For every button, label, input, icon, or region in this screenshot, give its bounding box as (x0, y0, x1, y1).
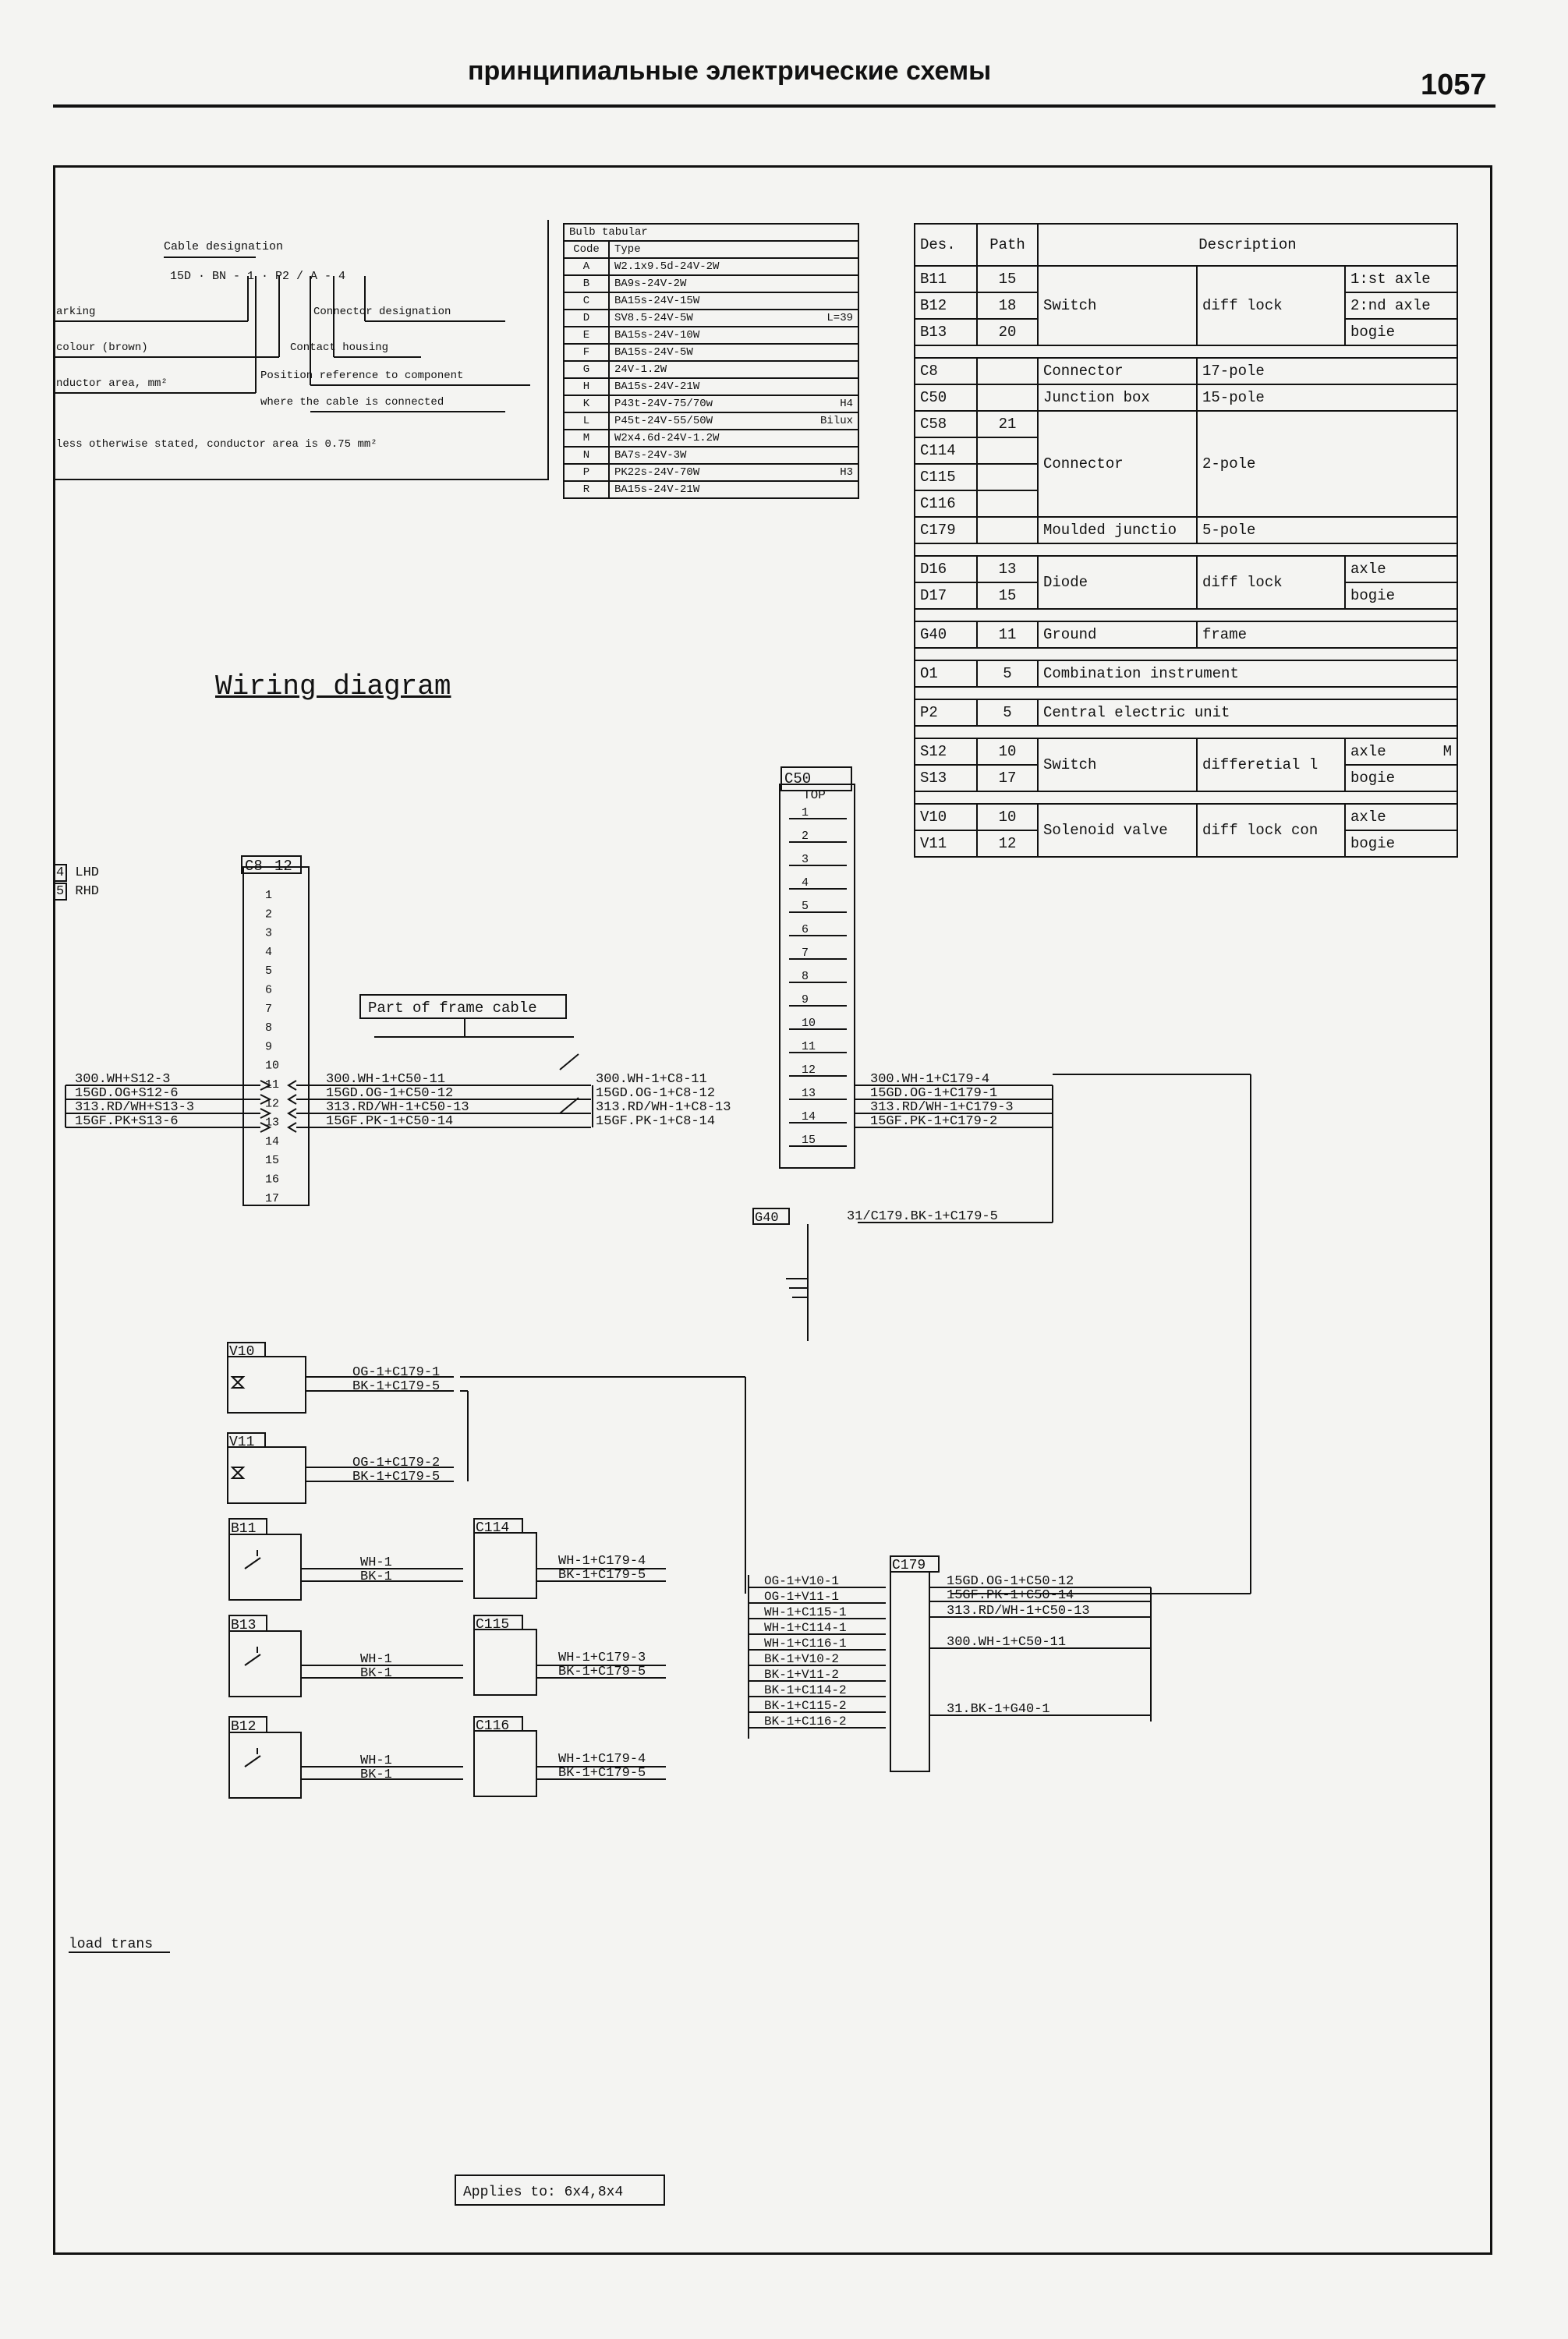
path-d17: 15 (977, 582, 1038, 609)
c50-pin: 9 (802, 993, 809, 1007)
c50-pin: 12 (802, 1063, 816, 1077)
bulb-type: SV8.5-24V-5W L=39 (609, 310, 858, 327)
path-b12: 18 (977, 292, 1038, 319)
b11-switch-blade (245, 1558, 260, 1569)
bulb-code: G (564, 361, 609, 378)
wire-c50-in-label: 313.RD/WH-1+C8-13 (596, 1100, 731, 1115)
c8-pin: 17 (265, 1191, 280, 1205)
v11-wire2: BK-1+C179-5 (352, 1470, 441, 1484)
des-c179: C179 (915, 517, 977, 543)
b12-wire1-label: WH-1 (360, 1753, 392, 1768)
desc-s-bogie: bogie (1345, 765, 1457, 791)
wire-c50-out-label: 15GF.PK-1+C179-2 (870, 1114, 998, 1129)
desc-c50-item: Junction box (1038, 384, 1197, 411)
des-b12: B12 (915, 292, 977, 319)
bulb-code: A (564, 258, 609, 275)
cable-label-housing: Contact housing (290, 341, 389, 354)
c50-top-label: TOP (803, 788, 826, 802)
bulb-code: N (564, 447, 609, 464)
c179-out-label: 313.RD/WH-1+C50-13 (947, 1604, 1090, 1619)
description-header: Description (1038, 224, 1457, 266)
connector-arrow (288, 1123, 296, 1132)
path-b13: 20 (977, 319, 1038, 345)
desc-s-item: Switch (1038, 738, 1197, 791)
des-c8: C8 (915, 358, 977, 384)
wire-left-label: 313.RD/WH+S13-3 (75, 1100, 195, 1115)
c179-out-label: 31.BK-1+G40-1 (947, 1702, 1050, 1717)
c8-sublabel: 12 (274, 858, 292, 875)
c179-in-label: WH-1+C115-1 (764, 1605, 847, 1619)
bulb-type: BA9s-24V-2W (609, 275, 858, 292)
c50-pin: 11 (802, 1040, 816, 1053)
c8-pin: 14 (265, 1134, 280, 1148)
bulb-type: PK22s-24V-70W H3 (609, 464, 858, 481)
c50-pin: 5 (802, 900, 809, 913)
c50-pin: 10 (802, 1017, 816, 1030)
c50-pin: 13 (802, 1087, 816, 1100)
bulb-code: M (564, 430, 609, 447)
desc-d-axle: axle (1345, 556, 1457, 582)
b11-conn-label: C114 (476, 1520, 510, 1536)
c8-pin: 8 (265, 1021, 273, 1035)
c179-in-label: BK-1+C115-2 (764, 1699, 847, 1713)
c8-pin: 3 (265, 926, 273, 940)
cable-label-where: where the cable is connected (260, 396, 444, 409)
desc-v-axle: axle (1345, 804, 1457, 830)
c50-pin: 8 (802, 970, 809, 983)
bulb-type: W2x4.6d-24V-1.2W (609, 430, 858, 447)
bulb-type: BA7s-24V-3W (609, 447, 858, 464)
bulb-col-type: Type (609, 241, 858, 258)
desc-c50-spec: 15-pole (1197, 384, 1457, 411)
bulb-table-header: Bulb tabular (564, 224, 858, 241)
wire-c8-out-label: 313.RD/WH-1+C50-13 (326, 1100, 469, 1115)
des-d17: D17 (915, 582, 977, 609)
bulb-code: P (564, 464, 609, 481)
bulb-type: BA15s-24V-21W (609, 481, 858, 498)
c8-pin: 9 (265, 1040, 273, 1054)
desc-d-func: diff lock (1197, 556, 1345, 609)
b13-wire2-label: BK-1 (360, 1666, 392, 1681)
c179-in-label: BK-1+C116-2 (764, 1714, 847, 1729)
wire-c50-in-label: 15GF.PK-1+C8-14 (596, 1114, 716, 1129)
wire-c50-in-label: 15GD.OG-1+C8-12 (596, 1086, 716, 1101)
b13-switch-blade (245, 1654, 260, 1665)
path-b11: 15 (977, 266, 1038, 292)
solenoid-icon (232, 1377, 243, 1388)
bulb-code: K (564, 395, 609, 412)
desc-b-func: diff lock (1197, 266, 1345, 345)
bulb-type: P45t-24V-55/50W Bilux (609, 412, 858, 430)
b13-out1-label: WH-1+C179-3 (558, 1651, 646, 1665)
cable-legend-note: less otherwise stated, conductor area is 0.75 mm² (56, 438, 377, 451)
wire-c8-out-label: 15GF.PK-1+C50-14 (326, 1114, 454, 1129)
v10-wire1: OG-1+C179-1 (352, 1365, 441, 1380)
c8-pin: 1 (265, 889, 273, 902)
c179-in-label: WH-1+C114-1 (764, 1621, 847, 1635)
bulb-type: P43t-24V-75/70w H4 (609, 395, 858, 412)
desc-g40-item: Ground (1038, 621, 1197, 648)
connector-arrow (288, 1109, 296, 1118)
desc-p2-item: Central electric unit (1038, 699, 1457, 726)
cable-legend-example: 15D · BN - 1 · P2 / A - 4 (170, 270, 346, 283)
c179-label: C179 (892, 1558, 926, 1573)
rhd-badge: 5 RHD (53, 884, 99, 899)
b12-out1-label: WH-1+C179-4 (558, 1752, 646, 1767)
des-b11: B11 (915, 266, 977, 292)
b11-out2-label: BK-1+C179-5 (558, 1568, 646, 1583)
desc-c114-spec: 2-pole (1197, 411, 1457, 517)
desc-c179-item: Moulded junctio (1038, 517, 1197, 543)
cable-label-colour: colour (brown) (56, 341, 148, 354)
desc-v-func: diff lock con (1197, 804, 1345, 857)
path-v11: 12 (977, 830, 1038, 857)
cable-label-area: nductor area, mm² (56, 377, 168, 390)
path-p2: 5 (977, 699, 1038, 726)
page-number: 1057 (1421, 69, 1487, 101)
c8-pin: 7 (265, 1002, 273, 1016)
path-d16: 13 (977, 556, 1038, 582)
bulb-code: H (564, 378, 609, 395)
c179-in-label: BK-1+V11-2 (764, 1668, 840, 1682)
c179-in-label: OG-1+V11-1 (764, 1590, 840, 1604)
b13-label: B13 (231, 1618, 257, 1633)
c8-pin: 12 (265, 1097, 280, 1111)
des-c114: C114 (915, 437, 977, 464)
desc-c114-item: Connector (1038, 411, 1197, 517)
desc-v-item: Solenoid valve (1038, 804, 1197, 857)
des-b13: B13 (915, 319, 977, 345)
c8-pin: 11 (265, 1078, 280, 1092)
c179-block (890, 1572, 929, 1771)
b11-block (229, 1534, 301, 1600)
b12-out2-label: BK-1+C179-5 (558, 1766, 646, 1781)
v11-wire1: OG-1+C179-2 (352, 1456, 441, 1470)
cable-break (560, 1054, 579, 1070)
connector-arrow (288, 1081, 296, 1090)
desc-b-item: Switch (1038, 266, 1197, 345)
b11-wire2-label: BK-1 (360, 1569, 392, 1584)
bulb-code: C (564, 292, 609, 310)
c8-label: C8 (245, 858, 263, 875)
des-o1: O1 (915, 660, 977, 687)
path-o1: 5 (977, 660, 1038, 687)
wire-c8-out-label: 15GD.OG-1+C50-12 (326, 1086, 454, 1101)
des-c50: C50 (915, 384, 977, 411)
c50-pin: 14 (802, 1110, 816, 1123)
c50-label: C50 (784, 770, 812, 787)
c50-pin: 1 (802, 806, 809, 819)
path-s13: 17 (977, 765, 1038, 791)
bulb-code: L (564, 412, 609, 430)
path-header: Path (977, 224, 1038, 266)
bulb-code: R (564, 481, 609, 498)
b12-conn-block (474, 1731, 536, 1796)
c50-pin: 7 (802, 947, 809, 960)
c8-pin: 16 (265, 1173, 280, 1187)
wire-c50-out-label: 313.RD/WH-1+C179-3 (870, 1100, 1014, 1115)
cable-label-marking: arking (56, 306, 96, 318)
bulb-code: E (564, 327, 609, 344)
des-v11: V11 (915, 830, 977, 857)
bulb-code: F (564, 344, 609, 361)
c50-pin: 3 (802, 853, 809, 866)
desc-b-bogie: bogie (1345, 319, 1457, 345)
c8-pin: 2 (265, 908, 273, 922)
c179-in-label: WH-1+C116-1 (764, 1637, 847, 1651)
wire-left-label: 15GD.OG+S12-6 (75, 1086, 179, 1101)
desc-b-axle1: 1:st axle (1345, 266, 1457, 292)
path-c58: 21 (977, 411, 1038, 437)
cable-legend-title: Cable designation (164, 240, 284, 253)
g40-wire-label: 31/C179.BK-1+C179-5 (847, 1209, 998, 1224)
c50-pin: 15 (802, 1134, 816, 1147)
des-c116: C116 (915, 490, 977, 517)
b11-label: B11 (231, 1521, 257, 1537)
wire-c50-in-label: 300.WH-1+C8-11 (596, 1072, 707, 1087)
desc-s-func: differetial l (1197, 738, 1345, 791)
c8-pin: 6 (265, 983, 273, 997)
connector-arrow (288, 1095, 296, 1104)
b11-out1-label: WH-1+C179-4 (558, 1554, 646, 1569)
bulb-type: BA15s-24V-5W (609, 344, 858, 361)
c50-pin: 2 (802, 830, 809, 843)
wire-c8-out-label: 300.WH-1+C50-11 (326, 1072, 446, 1087)
c179-out-label: 15GD.OG-1+C50-12 (947, 1574, 1074, 1589)
cable-label-position: Position reference to component (260, 370, 464, 382)
des-s13: S13 (915, 765, 977, 791)
des-v10: V10 (915, 804, 977, 830)
c179-out-label: 15GF.PK-1+C50-14 (947, 1588, 1074, 1603)
des-s12: S12 (915, 738, 977, 765)
frame-cable-label: Part of frame cable (368, 1000, 537, 1017)
des-g40: G40 (915, 621, 977, 648)
desc-c8-item: Connector (1038, 358, 1197, 384)
des-d16: D16 (915, 556, 977, 582)
b13-block (229, 1631, 301, 1697)
bulb-code: D (564, 310, 609, 327)
des-c115: C115 (915, 464, 977, 490)
b12-conn-label: C116 (476, 1718, 510, 1734)
des-p2: P2 (915, 699, 977, 726)
bulb-col-code: Code (564, 241, 609, 258)
wire-left-label: 300.WH+S12-3 (75, 1072, 171, 1087)
desc-v-bogie: bogie (1345, 830, 1457, 857)
desc-s-axle: axle M (1345, 738, 1457, 765)
c179-in-label: BK-1+C114-2 (764, 1683, 847, 1697)
c179-in-label: OG-1+V10-1 (764, 1574, 840, 1588)
bulb-type: BA15s-24V-21W (609, 378, 858, 395)
load-trans-label: load trans (69, 1937, 154, 1952)
desc-d-bogie: bogie (1345, 582, 1457, 609)
v11-label: V11 (229, 1435, 255, 1450)
b12-label: B12 (231, 1719, 257, 1735)
des-c58: C58 (915, 411, 977, 437)
solenoid-icon (232, 1467, 243, 1478)
bulb-code: B (564, 275, 609, 292)
wiring-diagram-title: Wiring diagram (215, 671, 451, 702)
wire-c50-out-label: 15GD.OG-1+C179-1 (870, 1086, 998, 1101)
b13-conn-label: C115 (476, 1617, 510, 1633)
v10-wire2: BK-1+C179-5 (352, 1379, 441, 1394)
b11-wire1-label: WH-1 (360, 1555, 392, 1570)
g40-label: G40 (755, 1211, 779, 1226)
page-title: принципиальные электрические схемы (468, 56, 992, 86)
path-s12: 10 (977, 738, 1038, 765)
bulb-type: BA15s-24V-10W (609, 327, 858, 344)
wire-left-label: 15GF.PK+S13-6 (75, 1114, 179, 1129)
cable-label-connector: Connector designation (313, 306, 451, 318)
b12-block (229, 1732, 301, 1798)
b13-out2-label: BK-1+C179-5 (558, 1665, 646, 1679)
c8-pin: 4 (265, 945, 273, 959)
c50-pin: 6 (802, 923, 809, 936)
b12-switch-blade (245, 1756, 260, 1767)
desc-s-mark: M (1442, 743, 1452, 760)
applies-label: Applies to: 6x4,8x4 (463, 2185, 624, 2200)
bulb-type: BA15s-24V-15W (609, 292, 858, 310)
v10-label: V10 (229, 1344, 255, 1360)
bulb-type: W2.1x9.5d-24V-2W (609, 258, 858, 275)
c8-pin: 5 (265, 964, 273, 978)
c8-pin: 10 (265, 1059, 280, 1073)
des-header: Des. (915, 224, 977, 266)
c179-out-label: 300.WH-1+C50-11 (947, 1635, 1067, 1650)
desc-d-item: Diode (1038, 556, 1197, 609)
b12-wire2-label: BK-1 (360, 1768, 392, 1782)
desc-o1-item: Combination instrument (1038, 660, 1457, 687)
b13-wire1-label: WH-1 (360, 1652, 392, 1667)
path-v10: 10 (977, 804, 1038, 830)
b11-conn-block (474, 1533, 536, 1598)
c179-in-label: BK-1+V10-2 (764, 1652, 840, 1666)
c8-pin: 15 (265, 1154, 280, 1168)
bulb-type: 24V-1.2W (609, 361, 858, 378)
path-g40: 11 (977, 621, 1038, 648)
desc-c179-spec: 5-pole (1197, 517, 1457, 543)
c8-pin: 13 (265, 1116, 280, 1130)
desc-g40-spec: frame (1197, 621, 1457, 648)
wire-c50-out-label: 300.WH-1+C179-4 (870, 1072, 990, 1087)
desc-b-axle2: 2:nd axle (1345, 292, 1457, 319)
b13-conn-block (474, 1630, 536, 1695)
c50-pin: 4 (802, 876, 809, 890)
lhd-badge: 4 LHD (53, 865, 99, 880)
desc-c8-spec: 17-pole (1197, 358, 1457, 384)
